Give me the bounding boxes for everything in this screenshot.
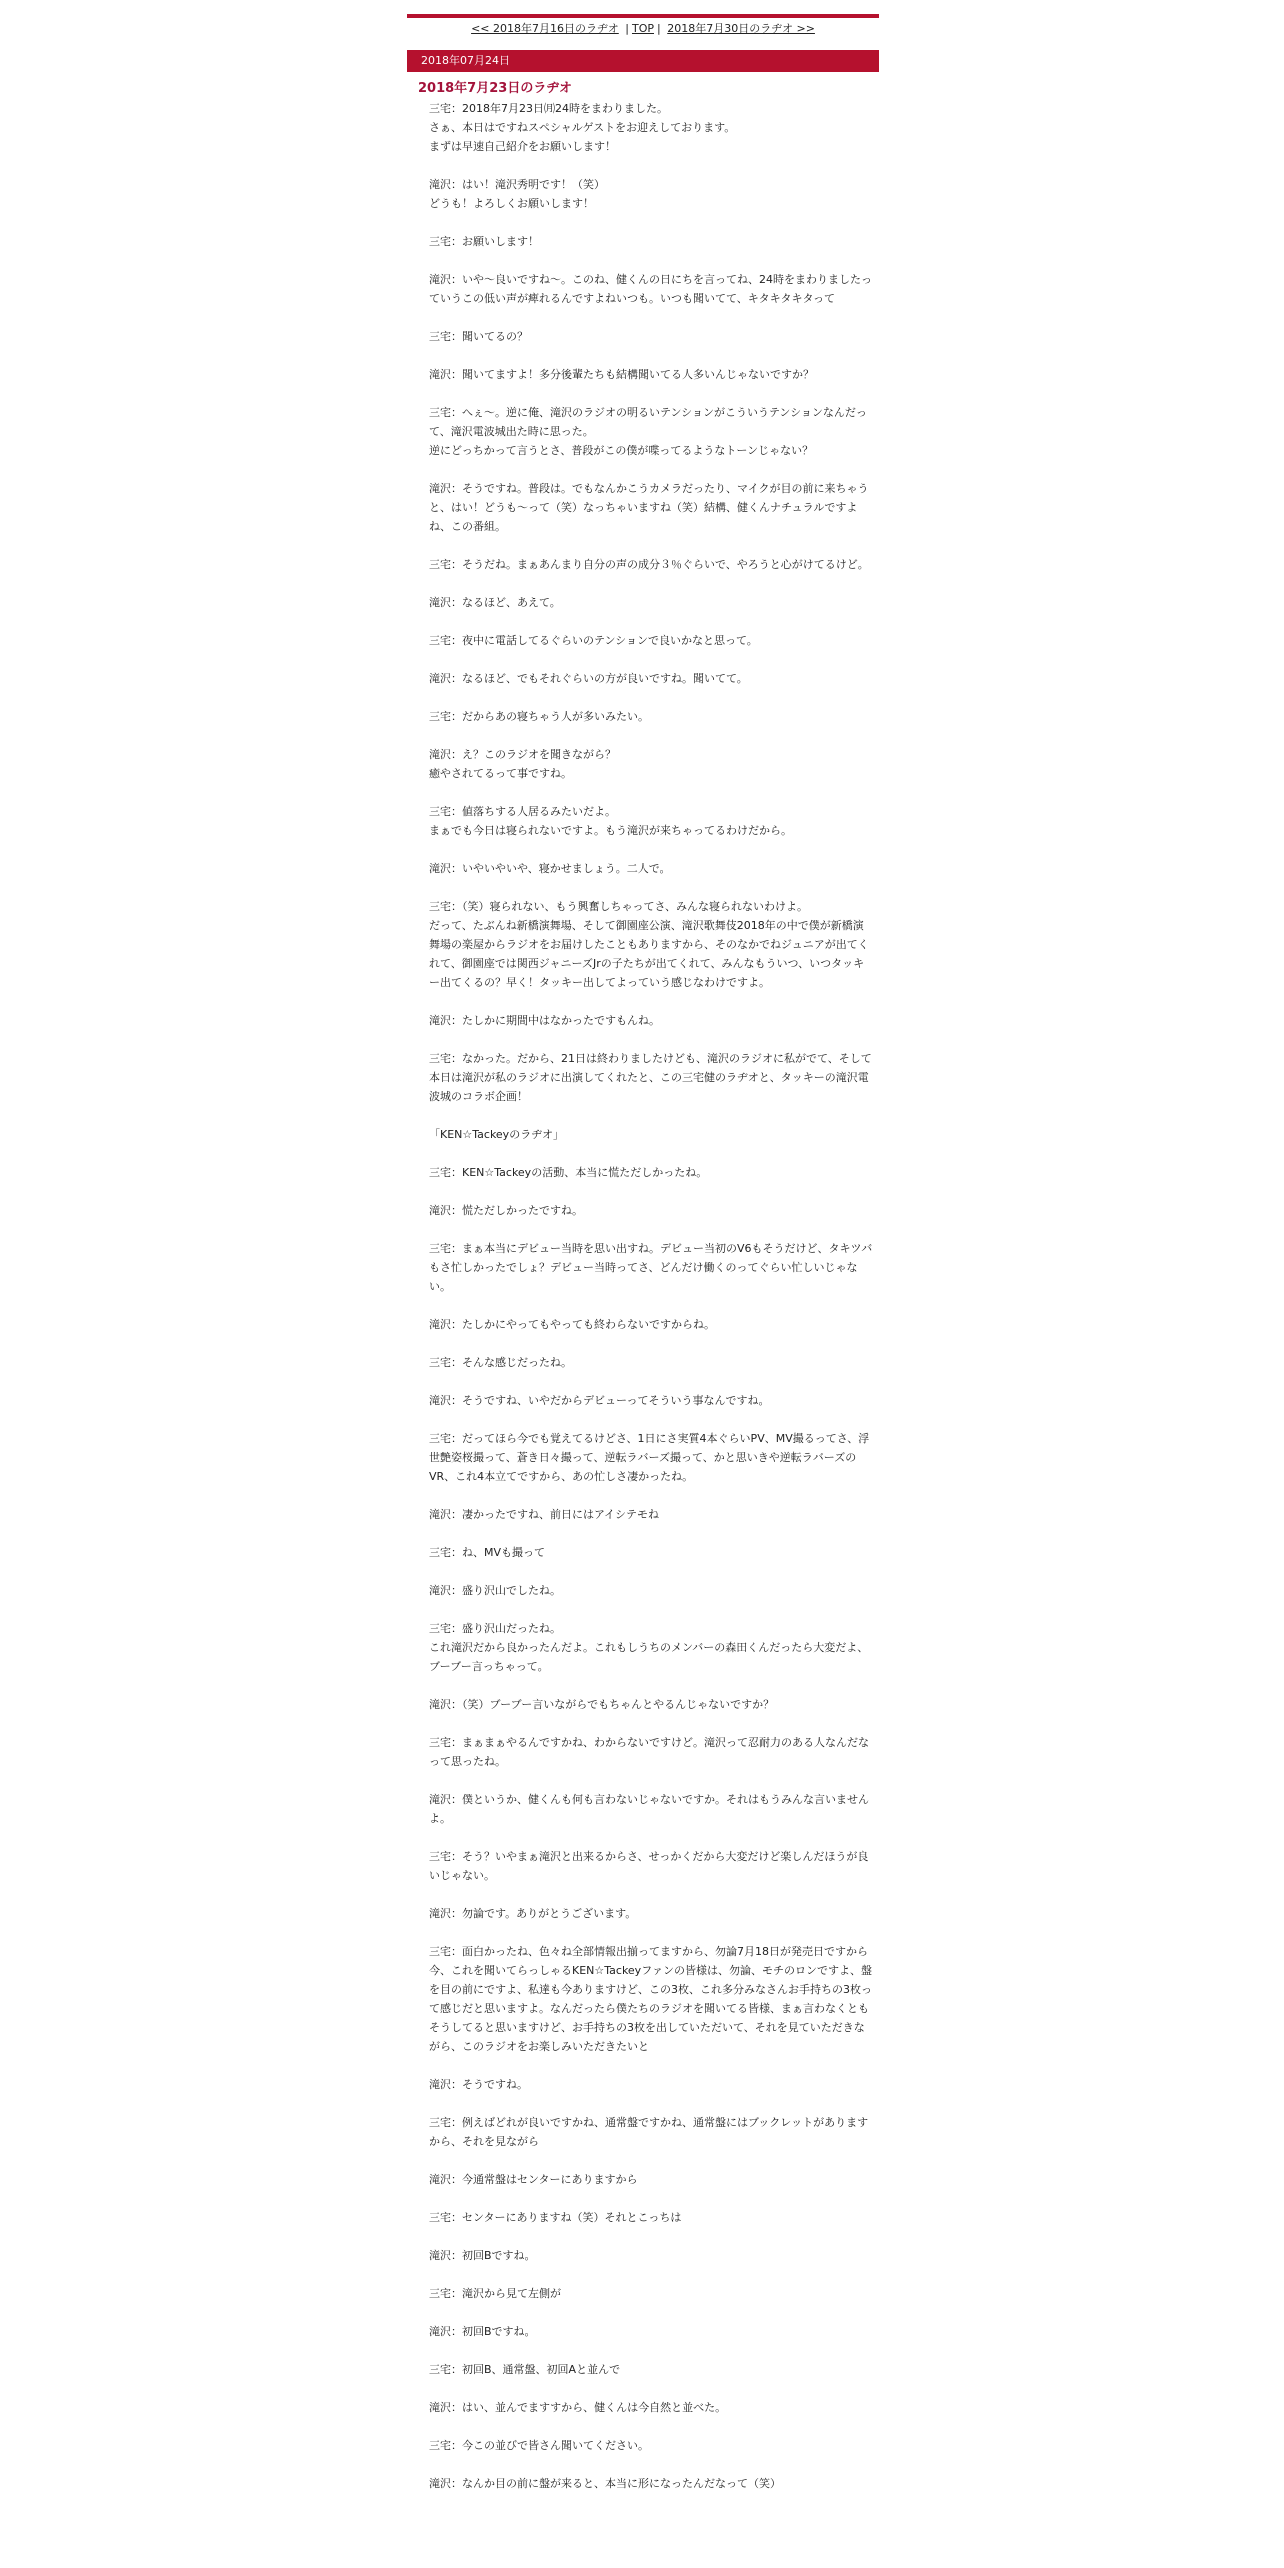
transcript-line: 三宅：例えばどれが良いですかね、通常盤ですかね、通常盤にはブックレットがありますから、それを見ながら bbox=[429, 2116, 869, 2148]
transcript-line: まぁでも今日は寝られないですよ。もう滝沢が来ちゃってるわけだから。 bbox=[429, 824, 792, 837]
transcript-paragraph bbox=[429, 1125, 873, 1144]
transcript-line: 滝沢：たしかにやってもやっても終わらないですからね。 bbox=[429, 1318, 715, 1331]
transcript-line: 滝沢：初回Bですね。 bbox=[429, 2249, 536, 2262]
transcript-line: 滝沢：初回Bですね。 bbox=[429, 2325, 536, 2338]
transcript-line: 滝沢：なるほど、あえて。 bbox=[429, 596, 561, 609]
transcript-paragraph bbox=[429, 1695, 873, 1714]
transcript-line: 滝沢：そうですね、いやだからデビューってそういう事なんですね。 bbox=[429, 1394, 770, 1407]
transcript-line: 滝沢：そうですね。普段は。でもなんかこうカメラだったり、マイクが目の前に来ちゃうと、はい！どうも～って（笑）なっちゃいますね（笑）結構、健くんナチュラルですよね、この番組。 bbox=[429, 482, 869, 533]
transcript-line: 「KEN☆Tackeyのラヂオ」 bbox=[429, 1128, 564, 1141]
transcript-paragraph bbox=[429, 669, 873, 688]
transcript-line: 三宅：初回B、通常盤、初回Aと並んで bbox=[429, 2363, 621, 2376]
transcript-line: だって、たぶんね新橋演舞場、そして御園座公演、滝沢歌舞伎2018年の中で僕が新橋演舞場の楽屋からラジオをお届けしたこともありますから、そのなかでねジュニアが出てくれて、御園座では関西ジャニーズJrの子たちが出てくれて、みんなもういつ、いつタッキー出てくるの？早く！タッキー出してよっていう感じなわけですよ。 bbox=[429, 919, 869, 989]
transcript-paragraph bbox=[429, 1049, 873, 1106]
transcript-paragraph bbox=[429, 1790, 873, 1828]
transcript-line: 三宅：だってほら今でも覚えてるけどさ、1日にさ実質4本ぐらいPV、MV撮るってさ、浮世艶姿桜撮って、蒼き日々撮って、逆転ラバーズ撮って、かと思いきや逆転ラバーズのVR、これ4本立てですから、あの忙しさ凄かったね。 bbox=[429, 1432, 870, 1483]
transcript-paragraph bbox=[429, 707, 873, 726]
content-column bbox=[407, 0, 879, 2512]
transcript-paragraph bbox=[429, 555, 873, 574]
transcript-line: 三宅：ね、MVも撮って bbox=[429, 1546, 546, 1559]
transcript-paragraph bbox=[429, 802, 873, 840]
transcript-line: 滝沢：今通常盤はセンターにありますから bbox=[429, 2173, 638, 2186]
transcript-line: 三宅：そう？いやまぁ滝沢と出来るからさ、せっかくだから大変だけど楽しんだほうが良いじゃない。 bbox=[429, 1850, 869, 1882]
transcript-line: 滝沢：はい、並んでますすから、健くんは今自然と並べた。 bbox=[429, 2401, 727, 2414]
transcript-paragraph bbox=[429, 2113, 873, 2151]
transcript-paragraph bbox=[429, 2246, 873, 2265]
transcript-paragraph bbox=[429, 1163, 873, 1182]
transcript-paragraph bbox=[429, 1942, 873, 2056]
next-entry-link[interactable]: 2018年7月30日のラヂオ >> bbox=[667, 22, 815, 35]
prev-entry-link[interactable]: << 2018年7月16日のラヂオ bbox=[471, 22, 619, 35]
transcript-line: 三宅：まぁまぁやるんですかね、わからないですけど。滝沢って忍耐力のある人なんだなって思ったね。 bbox=[429, 1736, 869, 1768]
transcript-paragraph bbox=[429, 593, 873, 612]
transcript-line: 滝沢：僕というか、健くんも何も言わないじゃないですか。それはもうみんな言いませんよ。 bbox=[429, 1793, 869, 1825]
transcript-line: 滝沢：（笑）ブーブー言いながらでもちゃんとやるんじゃないですか？ bbox=[429, 1698, 775, 1711]
transcript-paragraph bbox=[429, 2474, 873, 2493]
transcript-line: どうも！よろしくお願いします！ bbox=[429, 197, 594, 210]
transcript-paragraph bbox=[429, 2075, 873, 2094]
transcript-paragraph bbox=[429, 99, 873, 156]
transcript-line: 三宅：KEN☆Tackeyの活動、本当に慌ただしかったね。 bbox=[429, 1166, 708, 1179]
transcript-line: 三宅：2018年7月23日㈪24時をまわりました。 bbox=[429, 102, 668, 115]
transcript-line: 三宅：聞いてるの？ bbox=[429, 330, 528, 343]
transcript-paragraph bbox=[429, 479, 873, 536]
transcript-line: 三宅：盛り沢山だったね。 bbox=[429, 1622, 561, 1635]
transcript-line: 三宅：（笑）寝られない、もう興奮しちゃってさ、みんな寝られないわけよ。 bbox=[429, 900, 809, 913]
transcript-paragraph bbox=[429, 2360, 873, 2379]
transcript-line: 三宅：そんな感じだったね。 bbox=[429, 1356, 572, 1369]
transcript-paragraph bbox=[429, 1543, 873, 1562]
transcript-line: 三宅：まぁ本当にデビュー当時を思い出すね。デビュー当初のV6もそうだけど、タキツバもさ忙しかったでしょ？デビュー当時ってさ、どんだけ働くのってぐらい忙しいじゃない。 bbox=[429, 1242, 873, 1293]
transcript-paragraph bbox=[429, 1429, 873, 1486]
transcript-line: 滝沢：なるほど、でもそれぐらいの方が良いですね。聞いてて。 bbox=[429, 672, 748, 685]
transcript-line: 三宅：へぇ～。逆に俺、滝沢のラジオの明るいテンションがこういうテンションなんだって、滝沢電波城出た時に思った。 bbox=[429, 406, 867, 438]
transcript-line: 三宅：センターにありますね（笑）それとこっちは bbox=[429, 2211, 682, 2224]
transcript-paragraph bbox=[429, 1581, 873, 1600]
transcript-paragraph bbox=[429, 2398, 873, 2417]
transcript-line: 逆にどっちかって言うとさ、普段がこの僕が喋ってるようなトーンじゃない？ bbox=[429, 444, 814, 457]
transcript-line: 滝沢：なんか目の前に盤が来ると、本当に形になったんだなって（笑） bbox=[429, 2477, 781, 2490]
transcript-paragraph bbox=[429, 1904, 873, 1923]
transcript-line: 滝沢：凄かったですね、前日にはアイシテモね bbox=[429, 1508, 660, 1521]
transcript-paragraph bbox=[429, 2322, 873, 2341]
entry-title: 2018年7月23日のラヂオ bbox=[418, 81, 573, 96]
transcript-paragraph bbox=[429, 1353, 873, 1372]
transcript-paragraph bbox=[429, 2284, 873, 2303]
transcript-paragraph bbox=[429, 1201, 873, 1220]
transcript-paragraph bbox=[429, 327, 873, 346]
transcript-line: 滝沢：はい！滝沢秀明です！（笑） bbox=[429, 178, 605, 191]
nav-separator: | bbox=[625, 22, 629, 35]
transcript-line: 三宅：夜中に電話してるぐらいのテンションで良いかなと思って。 bbox=[429, 634, 758, 647]
transcript-line: 滝沢：え？このラジオを聞きながら？ bbox=[429, 748, 616, 761]
transcript-line: 滝沢：そうですね。 bbox=[429, 2078, 528, 2091]
transcript-line: 三宅：そうだね。まぁあんまり自分の声の成分３％ぐらいで、やろうと心がけてるけど。 bbox=[429, 558, 869, 571]
entry-body bbox=[407, 97, 879, 2493]
nav-separator: | bbox=[657, 22, 661, 35]
transcript-line: 三宅：値落ちする人居るみたいだよ。 bbox=[429, 805, 616, 818]
transcript-paragraph bbox=[429, 232, 873, 251]
transcript-paragraph bbox=[429, 1505, 873, 1524]
transcript-line: さぁ、本日はですねスペシャルゲストをお迎えしております。 bbox=[429, 121, 736, 134]
top-link[interactable]: TOP bbox=[631, 22, 654, 35]
transcript-line: 三宅：面白かったね、色々ね全部情報出揃ってますから、勿論7月18日が発売日ですから今、これを聞いてらっしゃるKEN☆Tackeyファンの皆様は、勿論、モチのロンですよ、盤を目の前にですよ、私達も今ありますけど、この3枚、これ多分みなさんお手持ちの3枚って感じだと思いますよ。なんだったら僕たちのラジオを聞いてる皆様、まぁ言わなくともそうしてると思いますけど、お手持ちの3枚を出していただいて、それを見ていただきながら、このラジオをお楽しみいただきたいと bbox=[429, 1945, 872, 2053]
transcript-paragraph bbox=[429, 1239, 873, 1296]
transcript-line: 滝沢：いやいやいや、寝かせましょう。二人で。 bbox=[429, 862, 671, 875]
transcript-paragraph bbox=[429, 1619, 873, 1676]
transcript-line: 三宅：なかった。だから、21日は終わりましたけども、滝沢のラジオに私がでて、そして本日は滝沢が私のラジオに出演してくれたと、この三宅健のラヂオと、タッキーの滝沢電波城のコラボ企画！ bbox=[429, 1052, 872, 1103]
transcript-paragraph bbox=[429, 1011, 873, 1030]
transcript-paragraph bbox=[429, 2208, 873, 2227]
transcript-paragraph bbox=[429, 365, 873, 384]
transcript-paragraph bbox=[429, 2436, 873, 2455]
transcript-line: これ滝沢だから良かったんだよ。これもしうちのメンバーの森田くんだったら大変だよ、ブーブー言っちゃって。 bbox=[429, 1641, 869, 1673]
transcript-line: 三宅：お願いします！ bbox=[429, 235, 539, 248]
transcript-paragraph bbox=[429, 403, 873, 460]
transcript-paragraph bbox=[429, 631, 873, 650]
transcript-line: 癒やされてるって事ですね。 bbox=[429, 767, 572, 780]
transcript-line: 三宅：だからあの寝ちゃう人が多いみたい。 bbox=[429, 710, 649, 723]
transcript-paragraph bbox=[429, 2170, 873, 2189]
entry-navigation bbox=[407, 18, 879, 40]
transcript-paragraph bbox=[429, 1847, 873, 1885]
transcript-line: 滝沢：勿論です。ありがとうございます。 bbox=[429, 1907, 637, 1920]
transcript-paragraph bbox=[429, 270, 873, 308]
transcript-paragraph bbox=[429, 1315, 873, 1334]
transcript-paragraph bbox=[429, 859, 873, 878]
transcript-paragraph bbox=[429, 175, 873, 213]
transcript-paragraph bbox=[429, 897, 873, 992]
transcript-paragraph bbox=[429, 745, 873, 783]
transcript-line: 滝沢：たしかに期間中はなかったですもんね。 bbox=[429, 1014, 660, 1027]
transcript-line: まずは早速自己紹介をお願いします！ bbox=[429, 140, 616, 153]
date-band: 2018年07月24日 bbox=[407, 50, 879, 72]
transcript-line: 三宅：滝沢から見て左側が bbox=[429, 2287, 561, 2300]
transcript-line: 滝沢：いや～良いですね～。このね、健くんの日にちを言ってね、24時をまわりましたっていうこの低い声が痺れるんですよねいつも。いつも聞いてて、キタキタキタって bbox=[429, 273, 872, 305]
transcript-line: 滝沢：慌ただしかったですね。 bbox=[429, 1204, 583, 1217]
transcript-line: 三宅：今この並びで皆さん聞いてください。 bbox=[429, 2439, 649, 2452]
transcript-paragraph bbox=[429, 1391, 873, 1410]
transcript-line: 滝沢：聞いてますよ！多分後輩たちも結構聞いてる人多いんじゃないですか？ bbox=[429, 368, 814, 381]
transcript-line: 滝沢：盛り沢山でしたね。 bbox=[429, 1584, 561, 1597]
transcript-paragraph bbox=[429, 1733, 873, 1771]
